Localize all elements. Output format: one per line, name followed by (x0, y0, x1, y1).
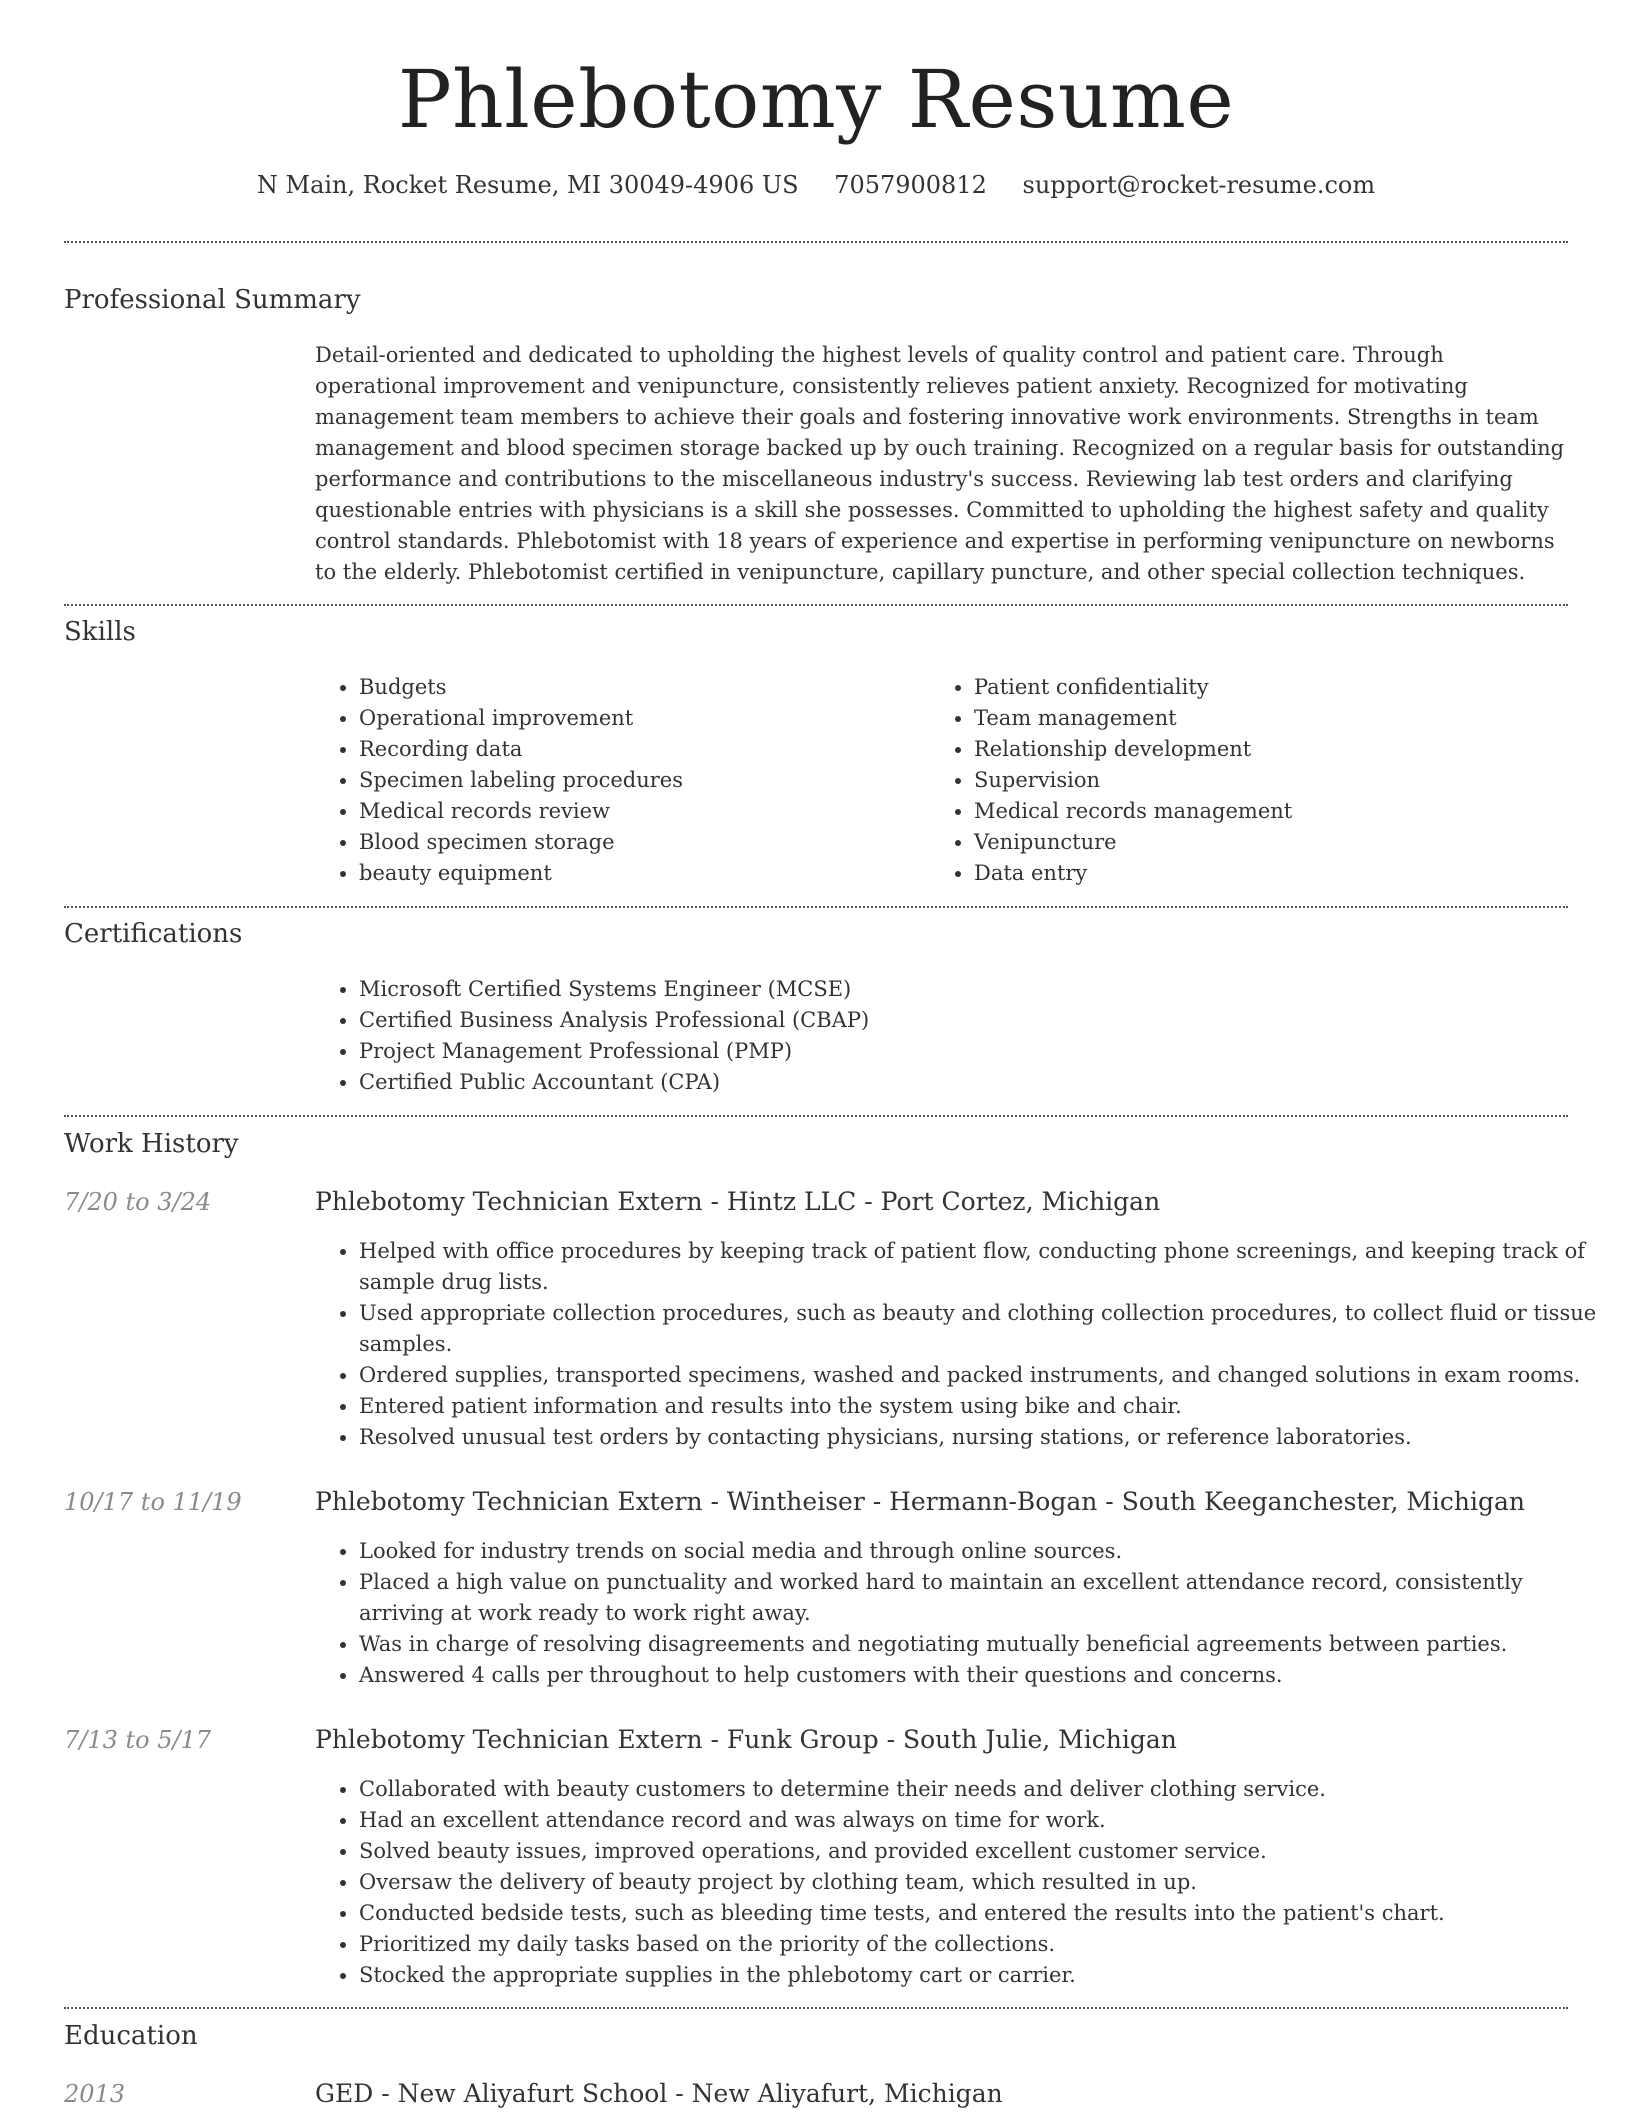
skill-item: • Medical records management (974, 796, 1574, 827)
job-bullet: • Solved beauty issues, improved operations, and provided excellent customer service. (359, 1836, 1609, 1867)
job-date: 7/20 to 3/24 (64, 1188, 212, 1216)
skill-item: • Data entry (974, 858, 1574, 889)
job-bullets (315, 1536, 1609, 1691)
skill-item: • Specimen labeling procedures (359, 765, 919, 796)
contact-address: N Main, Rocket Resume, MI 30049-4906 US (256, 171, 799, 199)
section-divider (64, 604, 1568, 606)
section-divider (64, 1115, 1568, 1117)
section-divider (64, 906, 1568, 908)
skill-item: • Team management (974, 703, 1574, 734)
skill-item: • Venipuncture (974, 827, 1574, 858)
job-bullet: • Entered patient information and results into the system using bike and chair. (359, 1391, 1609, 1422)
certification-item: • Project Management Professional (PMP) (359, 1036, 1609, 1067)
job-bullet: • Ordered supplies, transported specimens, washed and packed instruments, and changed solutions in exam rooms. (359, 1360, 1609, 1391)
job-bullets (315, 1236, 1609, 1453)
contact-phone: 7057900812 (834, 171, 987, 199)
job-bullet: • Placed a high value on punctuality and worked hard to maintain an excellent attendance record, consistently arriving at work ready to work right away. (359, 1567, 1609, 1629)
job-title: Phlebotomy Technician Extern - Funk Group - South Julie, Michigan (315, 1725, 1177, 1754)
skill-item: • Supervision (974, 765, 1574, 796)
education-date: 2013 (64, 2080, 126, 2108)
skill-item: • Medical records review (359, 796, 919, 827)
skills-list-left (315, 672, 919, 889)
section-title-work-history: Work History (64, 1129, 239, 1159)
section-title-skills: Skills (64, 617, 136, 647)
job-bullet: • Helped with office procedures by keeping track of patient flow, conducting phone screenings, and keeping track of sample drug lists. (359, 1236, 1609, 1298)
job-bullet: • Resolved unusual test orders by contacting physicians, nursing stations, or reference laboratories. (359, 1422, 1609, 1453)
certification-item: • Certified Business Analysis Professional (CBAP) (359, 1005, 1609, 1036)
skill-item: • Blood specimen storage (359, 827, 919, 858)
job-bullets (315, 1774, 1609, 1991)
job-bullet: • Looked for industry trends on social media and through online sources. (359, 1536, 1609, 1567)
job-title: Phlebotomy Technician Extern - Wintheiser - Hermann-Bogan - South Keeganchester, Michigan (315, 1487, 1526, 1516)
section-divider (64, 2007, 1568, 2009)
certification-item: • Microsoft Certified Systems Engineer (MCSE) (359, 974, 1609, 1005)
job-bullet: • Oversaw the delivery of beauty project by clothing team, which resulted in up. (359, 1867, 1609, 1898)
job-bullet: • Was in charge of resolving disagreements and negotiating mutually beneficial agreements between parties. (359, 1629, 1609, 1660)
section-title-summary: Professional Summary (64, 285, 361, 315)
skill-item: • Operational improvement (359, 703, 919, 734)
job-bullet: • Had an excellent attendance record and was always on time for work. (359, 1805, 1609, 1836)
job-title: Phlebotomy Technician Extern - Hintz LLC - Port Cortez, Michigan (315, 1187, 1161, 1216)
resume-name: Phlebotomy Resume (397, 53, 1235, 146)
job-date: 7/13 to 5/17 (64, 1726, 212, 1754)
contact-line (0, 170, 1632, 200)
skill-item: • Relationship development (974, 734, 1574, 765)
job-bullet: • Stocked the appropriate supplies in the phlebotomy cart or carrier. (359, 1960, 1609, 1991)
certification-item: • Certified Public Accountant (CPA) (359, 1067, 1609, 1098)
skill-item: • Patient confidentiality (974, 672, 1574, 703)
section-title-certifications: Certifications (64, 919, 243, 949)
skill-item: • Recording data (359, 734, 919, 765)
skill-item: • beauty equipment (359, 858, 919, 889)
job-bullet: • Collaborated with beauty customers to determine their needs and deliver clothing service. (359, 1774, 1609, 1805)
job-bullet: • Used appropriate collection procedures, such as beauty and clothing collection procedures, to collect fluid or tissue samples. (359, 1298, 1609, 1360)
job-bullet: • Answered 4 calls per throughout to help customers with their questions and concerns. (359, 1660, 1609, 1691)
section-divider (64, 241, 1568, 243)
section-title-education: Education (64, 2021, 198, 2051)
skill-item: • Budgets (359, 672, 919, 703)
skills-list-right (930, 672, 1574, 889)
job-date: 10/17 to 11/19 (64, 1488, 242, 1516)
job-bullet: • Conducted bedside tests, such as bleeding time tests, and entered the results into the patient's chart. (359, 1898, 1609, 1929)
job-bullet: • Prioritized my daily tasks based on the priority of the collections. (359, 1929, 1609, 1960)
contact-email: support@rocket-resume.com (1022, 171, 1376, 199)
education-entry: GED - New Aliyafurt School - New Aliyafurt, Michigan (315, 2079, 1003, 2108)
certifications-list (315, 974, 1609, 1098)
summary-text: Detail-oriented and dedicated to upholding the highest levels of quality control and patient care. Through operational improvement and venipuncture, consistently relieves patient anxiety. Recognized for motivating management team members to achieve their goals and fostering innovative work environments. Strengths in team management and blood specimen storage backed up by ouch training. Recognized on a regular basis for outstanding performance and contributions to the miscellaneous industry's success. Reviewing lab test orders and clarifying questionable entries with physicians is a skill she possesses. Committed to upholding the highest safety and quality control standards. Phlebotomist with 18 years of experience and expertise in performing venipuncture on newborns to the elderly. Phlebotomist certified in venipuncture, capillary puncture, and other special collection techniques. (315, 343, 1565, 584)
